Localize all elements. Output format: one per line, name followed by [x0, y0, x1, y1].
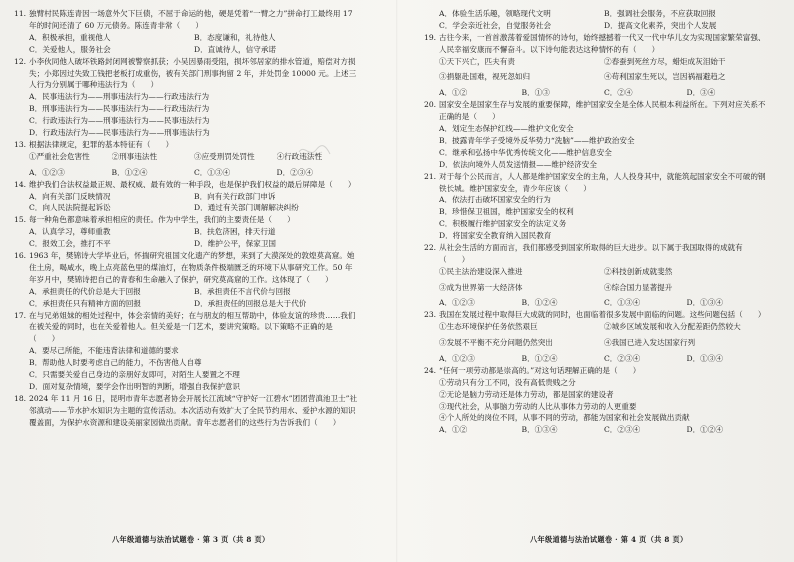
question-stem	[424, 32, 769, 56]
answer-option[interactable]: A．向有关部门反映情况	[29, 191, 111, 201]
question-text: “任何一项劳动都是崇高的。”对这句话理解正确的是（ ）	[439, 365, 641, 375]
answer-option[interactable]: A．①②	[439, 425, 468, 435]
question-item	[424, 242, 769, 309]
answer-option[interactable]: B．向有关行政部门申诉	[194, 191, 276, 201]
answer-option[interactable]: B．扶危济困，排天行道	[194, 227, 276, 237]
statement-list	[14, 151, 359, 167]
answer-option[interactable]: A．承担责任的代价总是大于回报	[29, 286, 141, 296]
answer-option[interactable]: B．珍惜保卫祖国，维护国家安全的权利	[439, 207, 574, 217]
question-stem	[14, 310, 359, 346]
answer-option[interactable]: C．承担责任只有精神方面的回报	[29, 298, 142, 308]
question-item	[424, 309, 769, 364]
question-text: 小李伙同他人破坏铁路封闭网被警察抓获；小吴因暴雨受阻，损坏邻居家的排水管道，赔偿对方损失；小郑因过失致工钱把老板打成重伤，被有关部门刑事拘留 2 年，并处罚金 10000 元。上述三人行为分别属于哪种违法行为（ ）	[29, 56, 357, 90]
statement-item: ②科技创新成就斐然	[604, 266, 673, 276]
answer-option[interactable]: A．①②③	[29, 167, 65, 177]
answer-option[interactable]: C．学会亲近社会，自觉服务社会	[439, 20, 552, 30]
answer-option[interactable]: A．认真学习，尊师重教	[29, 227, 111, 237]
question-number: 13.	[14, 139, 27, 149]
question-item	[14, 393, 359, 429]
option-list	[14, 191, 359, 215]
answer-option[interactable]: D．面对复杂情境，要学会作出明智的判断，增强自我保护意识	[29, 382, 241, 391]
answer-option[interactable]: B．帮助他人时要考虑自己的能力，不伤害他人自尊	[29, 358, 202, 368]
answer-option[interactable]: A．①②③	[439, 298, 475, 308]
answer-option[interactable]: C．②③④	[604, 353, 641, 363]
statement-item: ②城乡区域发展和收入分配差距仍然较大	[604, 322, 741, 332]
statement-item: ①民主法治建设深入推进	[439, 266, 523, 276]
statement-item: ③捐躯赴国难，视死忽如归	[439, 72, 531, 82]
statement-item: ②春蚕到死丝方尽，蜡炬成灰泪始干	[604, 56, 726, 66]
option-list	[14, 226, 359, 250]
question-stem	[14, 393, 359, 429]
answer-option[interactable]: D．提高文化素养，突出个人发展	[604, 20, 717, 30]
answer-option[interactable]: D．①③④	[686, 298, 723, 308]
question-stem	[14, 56, 359, 92]
question-stem	[424, 171, 769, 195]
statement-item: ④个人所处的岗位不同，从事不同的劳动，都能为国家和社会发展做出贡献	[439, 413, 690, 423]
answer-option[interactable]: A．划定生态保护红线——维护文化安全	[439, 123, 574, 133]
page-fold	[396, 0, 398, 562]
answer-option[interactable]: D．直诚待人，信守承诺	[194, 44, 277, 54]
option-list	[14, 167, 359, 179]
option-list	[424, 123, 769, 171]
question-stem	[424, 309, 769, 321]
question-item	[14, 310, 359, 393]
statement-item: ④我国已进入发达国家行列	[604, 338, 696, 348]
question-text: 我国在发展过程中取得巨大成就的同时，也面临着很多发展中面临的问题。这些问题包括（ ）	[439, 310, 766, 320]
question-text: 古往今来，一首首激荡着爱国情怀的诗句，始终撼撼着一代又一代中华儿女为实现国家繁荣富强、人民幸福安康而不懈奋斗。以下诗句能表达这种情怀的有（ ）	[439, 32, 766, 54]
question-number: 21.	[424, 171, 437, 181]
answer-option[interactable]: B．披露青年学子受境外反华势力“洗脑”——维护政治安全	[439, 135, 635, 145]
question-number: 17.	[14, 310, 27, 320]
question-stem	[424, 99, 769, 123]
question-stem	[14, 214, 359, 226]
statement-list	[424, 321, 769, 353]
footer-page-4: 八年级道德与法治试题卷 · 第 4 页（共 8 页）	[530, 535, 688, 544]
question-stem	[424, 242, 769, 266]
answer-option[interactable]: C．关爱他人，服务社会	[29, 44, 111, 54]
question-item	[424, 365, 769, 436]
answer-option[interactable]: C．只需要关爱自己身边的亲朋好友即可，对陌生人要置之不理	[29, 370, 240, 380]
question-number: 11.	[14, 9, 27, 18]
answer-option[interactable]: C．②③④	[604, 425, 641, 435]
statement-item: ③发展不平衡不充分问题仍然突出	[439, 338, 553, 348]
question-number: 24.	[424, 365, 437, 375]
left-page-questions	[14, 8, 359, 528]
answer-option[interactable]: B．①②④	[111, 167, 148, 177]
answer-option[interactable]: C．积极履行维护国家安全的法定义务	[439, 219, 567, 229]
answer-option[interactable]: B．①③	[521, 88, 550, 98]
footer-page-3: 八年级道德与法治试题卷 · 第 3 页（共 8 页）	[112, 535, 270, 544]
question-text: 国家安全是国家生存与发展的重要保障，维护国家安全是全体人民根本利益所在。下列对应关系不正确的是（ ）	[439, 100, 766, 122]
answer-option[interactable]: A．民事违法行为——刑事违法行为——行政违法行为	[29, 92, 210, 102]
question-item	[14, 179, 359, 215]
statement-item: ①严重社会危害性	[29, 151, 90, 161]
answer-option[interactable]: D．②③④	[276, 167, 313, 177]
option-list	[14, 32, 359, 56]
question-item	[424, 99, 769, 170]
option-list	[424, 194, 769, 242]
question-text: 2024 年 11 月 16 日，昆明市青年志愿者协会开展长江流域“守护好一江碧水”团团营滇池卫士”社邻滇动——节水护水知识为主题的宣传活动。本次活动有效扩大了全民节约用水、爱护水源的知识覆盖面，为保护水资源和建设美丽家园做出贡献。青年志愿者们的这些行为告诉我们（ ）	[29, 393, 358, 427]
answer-option[interactable]: D．③④	[686, 88, 716, 98]
question-item	[14, 56, 359, 139]
question-number: 16.	[14, 251, 27, 261]
answer-option[interactable]: C．行政违法行为——刑事违法行为——民事违法行为	[29, 116, 210, 126]
answer-option[interactable]: B．刑事违法行为——民事违法行为——行政违法行为	[29, 104, 210, 114]
question-text: 对于每个公民而言，人人都是维护国家安全的主角，人人投身其中，就能筑起国家安全不可破的钢铁长城。维护国家安全，青少年应该（ ）	[439, 171, 766, 193]
answer-option[interactable]: A．积极承担，重视他人	[29, 32, 111, 42]
answer-option[interactable]: D．将国家安全教育纳入国民教育	[439, 231, 552, 241]
statement-item: ①天下兴亡，匹夫有责	[439, 56, 515, 66]
question-number: 22.	[424, 243, 437, 253]
question-item	[14, 139, 359, 179]
answer-option[interactable]: A．体验生活乐趣，领略现代文明	[439, 9, 551, 18]
statement-item: ②无论是脑力劳动还是体力劳动，都是国家的建设者	[439, 389, 614, 399]
question-text: 从社会生活的方面而言，我们都感受到国家所取得的巨大进步。以下属于我国取得的成就有（ ）	[439, 243, 743, 264]
answer-option[interactable]: D．①②④	[686, 425, 723, 435]
question-stem	[424, 365, 769, 377]
question-number: 18.	[14, 393, 27, 403]
answer-option[interactable]: D．通过有关部门调解解决纠纷	[194, 203, 299, 213]
question-stem	[14, 139, 359, 151]
statement-item: ④行政违法性	[276, 151, 323, 161]
statement-item: ③应受刑罚处罚性	[194, 151, 255, 161]
answer-option[interactable]: C．报效工会，推打不平	[29, 239, 111, 249]
question-text: 1963 年，樊锦诗大学毕业后，怀揣研究祖国文化遗产的梦想，来到了大漠深处的敦煌莫高窟。她住土房，喝咸水，晚上点亮蓝色里的煤油灯，在物质条件极端匮乏的环境下从事研究工作。50 年年岁月中，樊锦诗把自己的青春和生命融入了保护，研究莫高窟的工作。这体现了（ ）	[29, 251, 355, 284]
question-item	[424, 8, 769, 32]
question-stem	[14, 179, 359, 191]
answer-option[interactable]: D．行政违法行为——民事违法行为——刑事违法行为	[29, 128, 210, 138]
answer-option[interactable]: B．①②④	[521, 353, 558, 363]
statement-list	[424, 266, 769, 298]
answer-option[interactable]: A．①②	[439, 88, 468, 98]
answer-option[interactable]: B．态度谦和，礼待他人	[194, 32, 276, 42]
statement-list	[424, 56, 769, 88]
statement-item: ①生态环境保护任务依然艰巨	[439, 322, 538, 332]
question-number: 15.	[14, 215, 27, 225]
option-list	[424, 8, 769, 32]
statement-item: ①劳动只有分工不同，没有高低贵贱之分	[439, 377, 576, 387]
statement-item: ③成为世界第一大经济体	[439, 282, 523, 292]
question-text: 每一种角色都意味着承担相应的责任。作为中学生，我们的主要责任是（ ）	[29, 215, 295, 225]
question-text: 根据法律规定，犯罪的基本特征有（ ）	[29, 139, 174, 149]
answer-option[interactable]: A．①②③	[439, 353, 475, 363]
answer-option[interactable]: D．①③④	[686, 353, 723, 363]
question-number: 23.	[424, 310, 437, 320]
question-number: 12.	[14, 56, 27, 66]
question-item	[14, 250, 359, 310]
question-item	[424, 32, 769, 99]
statement-item: ④苟利国家生死以，岂因祸福避趋之	[604, 72, 726, 82]
option-list	[424, 424, 769, 436]
option-list	[424, 353, 769, 365]
right-page-questions	[424, 8, 769, 528]
statement-list	[424, 377, 769, 425]
option-list	[14, 286, 359, 310]
question-item	[14, 214, 359, 250]
option-list	[424, 297, 769, 309]
answer-option[interactable]: A．依法打击破坏国家安全的行为	[439, 195, 551, 205]
option-list	[14, 91, 359, 139]
question-number: 20.	[424, 100, 437, 110]
question-number: 19.	[424, 32, 437, 42]
answer-option[interactable]: B．强调社会服务，不应获取回报	[604, 9, 716, 18]
question-text: 维护我们合法权益最正规、最权威、最有效的一种手段，也是保护我们权益的最后屏障是（ ）	[29, 179, 356, 189]
answer-option[interactable]: D．承担责任的回报总是大于代价	[194, 298, 307, 308]
option-list	[14, 345, 359, 393]
question-number: 14.	[14, 179, 27, 189]
question-stem	[14, 250, 359, 286]
statement-item: ③现代社会，从事脑力劳动的人比从事体力劳动的人更重要	[439, 401, 637, 411]
answer-option[interactable]: C．①③④	[604, 298, 641, 308]
statement-item: ②刑事违法性	[111, 151, 158, 161]
question-item	[14, 8, 359, 56]
answer-option[interactable]: A．要尽己所能，不能违背法律和道德的要求	[29, 346, 179, 356]
answer-option[interactable]: C．②④	[604, 88, 633, 98]
answer-option[interactable]: B．①②④	[521, 298, 558, 308]
answer-option[interactable]: D．维护公平，保家卫国	[194, 239, 277, 249]
question-stem	[14, 8, 359, 32]
question-text: 独臂村民陈连青因一场意外欠下巨债，不屈于命运的他，硬是凭着“一臂之力”拼命打工最终用 17 年的时间还清了 60 万元债务。陈连青非常（ ）	[29, 9, 353, 30]
option-list	[424, 87, 769, 99]
answer-option[interactable]: C．向人民法院提起诉讼	[29, 203, 111, 213]
answer-option[interactable]: C．①③④	[194, 167, 231, 177]
statement-item: ④综合国力显著提升	[604, 282, 673, 292]
answer-option[interactable]: D．依法向境外人员发送情报——维护经济安全	[439, 159, 597, 169]
answer-option[interactable]: B．承担责任不言代价与回报	[194, 286, 291, 296]
answer-option[interactable]: B．①③④	[521, 425, 558, 435]
question-text: 在与兄弟姐妹的相处过程中，体会亲情的美好；在与朋友的相互帮助中，体验友谊的珍贵……我们在被关爱的同时，也在关爱着他人。但关爱是一门艺术，要讲究策略。以下策略不正确的是（ ）	[29, 310, 356, 344]
answer-option[interactable]: C．继承和弘扬中华优秀传统文化——维护信息安全	[439, 147, 612, 157]
question-item	[424, 171, 769, 242]
